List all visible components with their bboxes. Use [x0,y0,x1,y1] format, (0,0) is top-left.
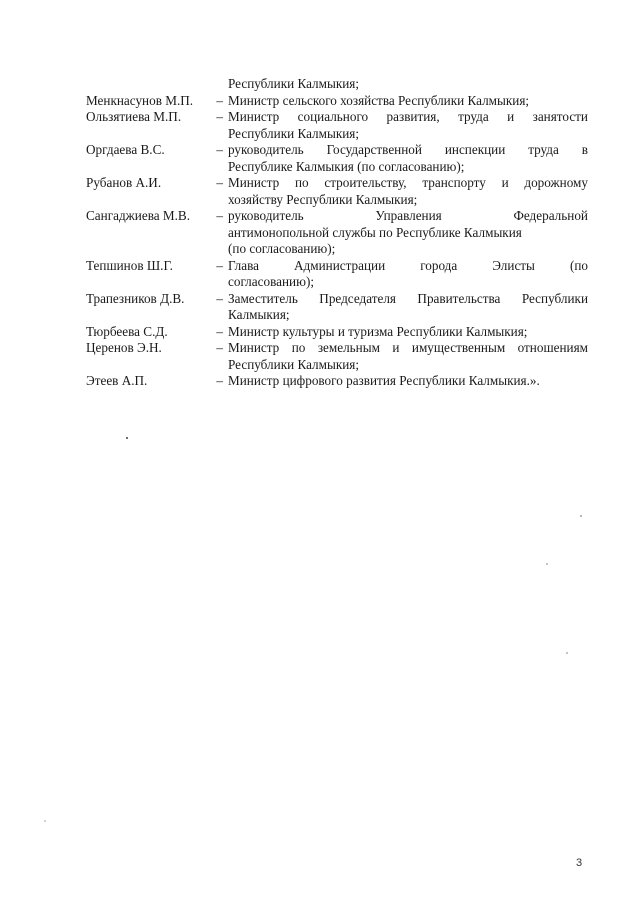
member-dash: – [216,257,223,273]
member-position [228,258,588,291]
member-row [86,324,588,341]
member-position-line: руководитель Государственной инспекции труда в [228,142,588,157]
member-position-line: согласованию); [228,274,314,289]
member-position-line: Министр культуры и туризма Республики Калмыкия; [228,323,528,339]
member-name: Рубанов А.И. [86,175,162,190]
member-position-line: (по согласованию); [228,241,336,256]
member-position [228,373,588,390]
member-position [228,340,588,373]
member-name: Этеев А.П. [86,373,148,388]
member-position-line: Калмыкия; [228,307,290,322]
member-name: Менкнасунов М.П. [86,92,194,108]
member-position [228,291,588,324]
member-position [228,142,588,175]
continuation-line: Республики Калмыкия; [228,76,360,91]
member-position [228,175,588,208]
member-dash: – [216,142,223,157]
member-position-line: Министр по строительству, транспорту и дорожному [228,175,588,190]
member-row [86,373,588,390]
member-name: Церенов Э.Н. [86,340,162,355]
member-position-line: Глава Администрации города Элисты (по [228,257,588,273]
member-row [86,109,588,142]
member-dash: – [216,208,223,223]
member-position [228,93,588,110]
member-position [228,109,588,142]
scan-speck [44,820,46,822]
member-dash: – [216,175,223,190]
member-name: Тепшинов Ш.Г. [86,257,173,273]
member-dash: – [216,340,223,355]
member-position-line: руководитель Управления Федеральной [228,208,588,223]
member-dash: – [216,323,223,339]
member-name: Трапезников Д.В. [86,290,185,306]
member-row [86,208,588,258]
member-position-line: хозяйству Республики Калмыкия; [228,191,418,207]
member-position-line: Республики Калмыкия; [228,356,360,372]
member-name: Тюрбеева С.Д. [86,323,168,339]
member-row [86,291,588,324]
member-position [228,324,588,341]
member-position-line: Республике Калмыкия (по согласованию); [228,158,465,174]
member-row [86,93,588,110]
members-list [86,76,588,390]
member-position [228,208,588,258]
member-dash: – [216,290,223,306]
scan-speck [126,437,128,439]
member-dash: – [216,109,223,124]
scan-speck [580,515,582,517]
member-dash: – [216,92,223,108]
member-position-line: Республики Калмыкия; [228,125,360,141]
member-position-line: Министр по земельным и имущественным отношениям [228,340,588,355]
member-row [86,142,588,175]
member-position-line: Заместитель Председателя Правительства Республики [228,290,588,306]
member-name: Ользятиева М.П. [86,109,182,124]
member-row [86,340,588,373]
member-dash: – [216,373,223,388]
member-row [86,258,588,291]
member-name: Оргдаева В.С. [86,142,165,157]
member-position-line: Министр сельского хозяйства Республики Калмыкия; [228,92,530,108]
member-position-line: Министр социального развития, труда и занятости [228,109,588,124]
page-number: 3 [576,857,583,869]
member-row [86,175,588,208]
scan-speck [566,652,568,654]
member-name: Сангаджиева М.В. [86,208,191,223]
member-position-line: антимонопольной службы по Республике Калмыкия [228,224,522,240]
scan-speck [546,563,548,565]
member-position-line: Министр цифрового развития Республики Калмыкия.». [228,373,540,388]
